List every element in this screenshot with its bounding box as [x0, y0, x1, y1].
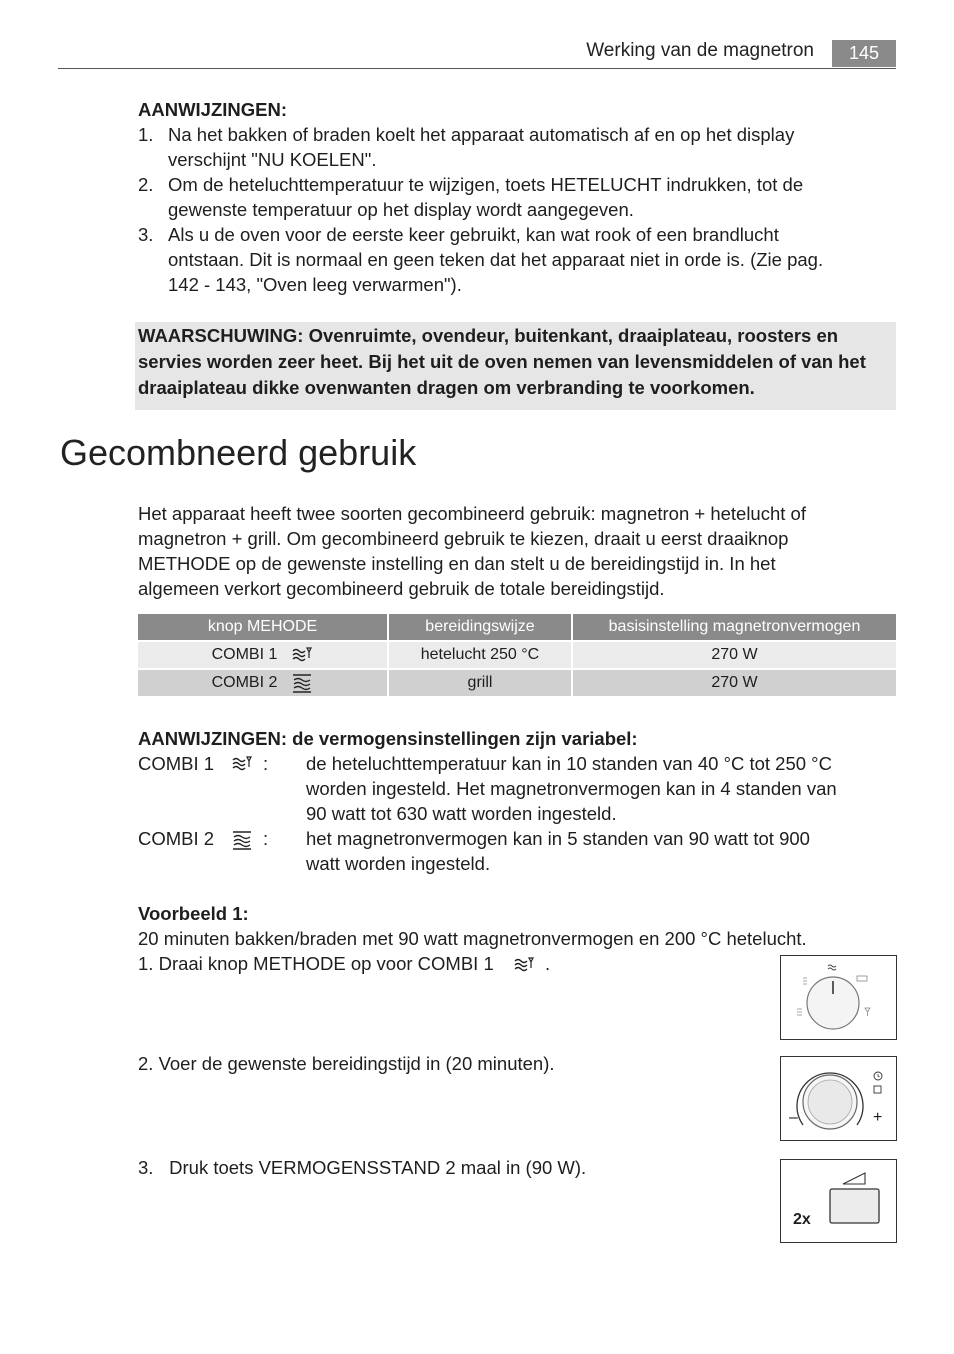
step-number: 2. — [138, 1053, 154, 1074]
warning-line: servies worden zeer heet. Bij het uit de oven nemen van levensmiddelen of van het — [138, 351, 866, 372]
intro-line: METHODE op de gewenste instelling en dan stelt u de bereidingstijd in. In het — [138, 553, 776, 574]
minus-label: – — [789, 1109, 798, 1126]
power-button-figure — [780, 1159, 897, 1243]
warning-line: draaiplateau dikke ovenwanten dragen om verbranding te voorkomen. — [138, 377, 755, 398]
table-cell — [138, 641, 388, 669]
microwave-grill-icon — [231, 830, 253, 850]
table-row — [138, 641, 896, 669]
combi2-label: COMBI 2 — [138, 828, 215, 849]
microwave-fan-icon — [230, 754, 254, 774]
plus-label: + — [873, 1109, 883, 1126]
method-knob-figure — [780, 955, 897, 1040]
table-header: bereidingswijze — [388, 614, 572, 641]
step-2 — [138, 1051, 555, 1076]
mode-label: COMBI 2 — [211, 674, 278, 691]
intro-line: algemeen verkort gecombineerd gebruik de totale bereidingstijd. — [138, 578, 665, 599]
page-number: 145 — [832, 40, 896, 67]
note-item-cont: verschijnt "NU KOELEN". — [168, 149, 377, 170]
microwave-grill-icon — [291, 673, 313, 693]
table-cell: grill — [388, 669, 572, 696]
table-row — [138, 669, 896, 696]
variable-notes-heading: AANWIJZINGEN: de vermogensinstellingen zijn variabel: — [138, 728, 638, 749]
section-title: Gecombneerd gebruik — [60, 432, 417, 473]
note-item-cont: gewenste temperatuur op het display wordt aangegeven. — [168, 199, 634, 220]
colon: : — [263, 828, 269, 849]
desc-line: worden ingesteld. Het magnetronvermogen kan in 4 standen van — [306, 778, 837, 799]
step-number: 1. — [138, 953, 154, 974]
step-text: Draai knop METHODE op voor COMBI 1 — [158, 953, 494, 974]
combi1-label-row — [138, 751, 214, 776]
method-table — [138, 614, 896, 696]
header-title: Werking van de magnetron — [586, 40, 814, 61]
note-item: 3. Als u de oven voor de eerste keer gebruikt, kan wat rook of een brandlucht — [138, 224, 779, 245]
header-rule — [58, 68, 896, 69]
table-header: basisinstelling magnetronvermogen — [572, 614, 896, 641]
combi2-label-row — [138, 826, 214, 851]
press-count-label: 2x — [793, 1211, 811, 1228]
power-level-icon — [781, 1160, 896, 1242]
step-1-end: . — [545, 953, 551, 974]
warning-text — [138, 323, 888, 401]
example-heading: Voorbeeld 1: — [138, 903, 249, 924]
step-number: 3. — [138, 1157, 154, 1178]
step-text: Druk toets VERMOGENSSTAND 2 maal in (90 W). — [169, 1157, 587, 1178]
microwave-fan-icon — [291, 645, 313, 665]
combi1-description — [306, 751, 886, 826]
table-cell: 270 W — [572, 669, 896, 696]
notes-block — [138, 97, 878, 297]
note-item-cont: ontstaan. Dit is normaal en geen teken dat het apparaat niet in orde is. (Zie pag. — [168, 249, 824, 270]
step-text: Voer de gewenste bereidingstijd in (20 minuten). — [158, 1053, 555, 1074]
combi2-description — [306, 826, 886, 876]
table-cell — [138, 669, 388, 696]
table-cell: hetelucht 250 °C — [388, 641, 572, 669]
table-cell: 270 W — [572, 641, 896, 669]
mode-label: COMBI 1 — [211, 646, 278, 663]
section-intro — [138, 501, 888, 601]
time-knob-icon — [781, 1057, 896, 1140]
combi1-label: COMBI 1 — [138, 753, 215, 774]
desc-line: watt worden ingesteld. — [306, 853, 491, 874]
step-1 — [138, 951, 494, 976]
desc-line: 90 watt tot 630 watt worden ingesteld. — [306, 803, 617, 824]
notes-heading: AANWIJZINGEN: — [138, 99, 288, 120]
time-knob-figure — [780, 1056, 897, 1141]
table-header-row — [138, 614, 896, 641]
note-item-cont: 142 - 143, "Oven leeg verwarmen"). — [168, 274, 462, 295]
intro-line: Het apparaat heeft twee soorten gecombineerd gebruik: magnetron + hetelucht of — [138, 503, 806, 524]
table-header: knop MEHODE — [138, 614, 388, 641]
note-item: 2. Om de heteluchttemperatuur te wijzigen, toets HETELUCHT indrukken, tot de — [138, 174, 804, 195]
desc-line: het magnetronvermogen kan in 5 standen van 90 watt tot 900 — [306, 828, 810, 849]
method-knob-icon — [781, 956, 896, 1039]
warning-line: WAARSCHUWING: Ovenruimte, ovendeur, buitenkant, draaiplateau, roosters en — [138, 325, 839, 346]
microwave-fan-icon — [512, 955, 536, 975]
desc-line: de heteluchttemperatuur kan in 10 standen van 40 °C tot 250 °C — [306, 753, 832, 774]
intro-line: magnetron + grill. Om gecombineerd gebruik te kiezen, draait u eerst draaiknop — [138, 528, 789, 549]
step-3 — [138, 1155, 586, 1180]
note-item: 1. Na het bakken of braden koelt het apparaat automatisch af en op het display — [138, 124, 795, 145]
example-description: 20 minuten bakken/braden met 90 watt magnetronvermogen en 200 °C hetelucht. — [138, 928, 807, 949]
colon: : — [263, 753, 269, 774]
